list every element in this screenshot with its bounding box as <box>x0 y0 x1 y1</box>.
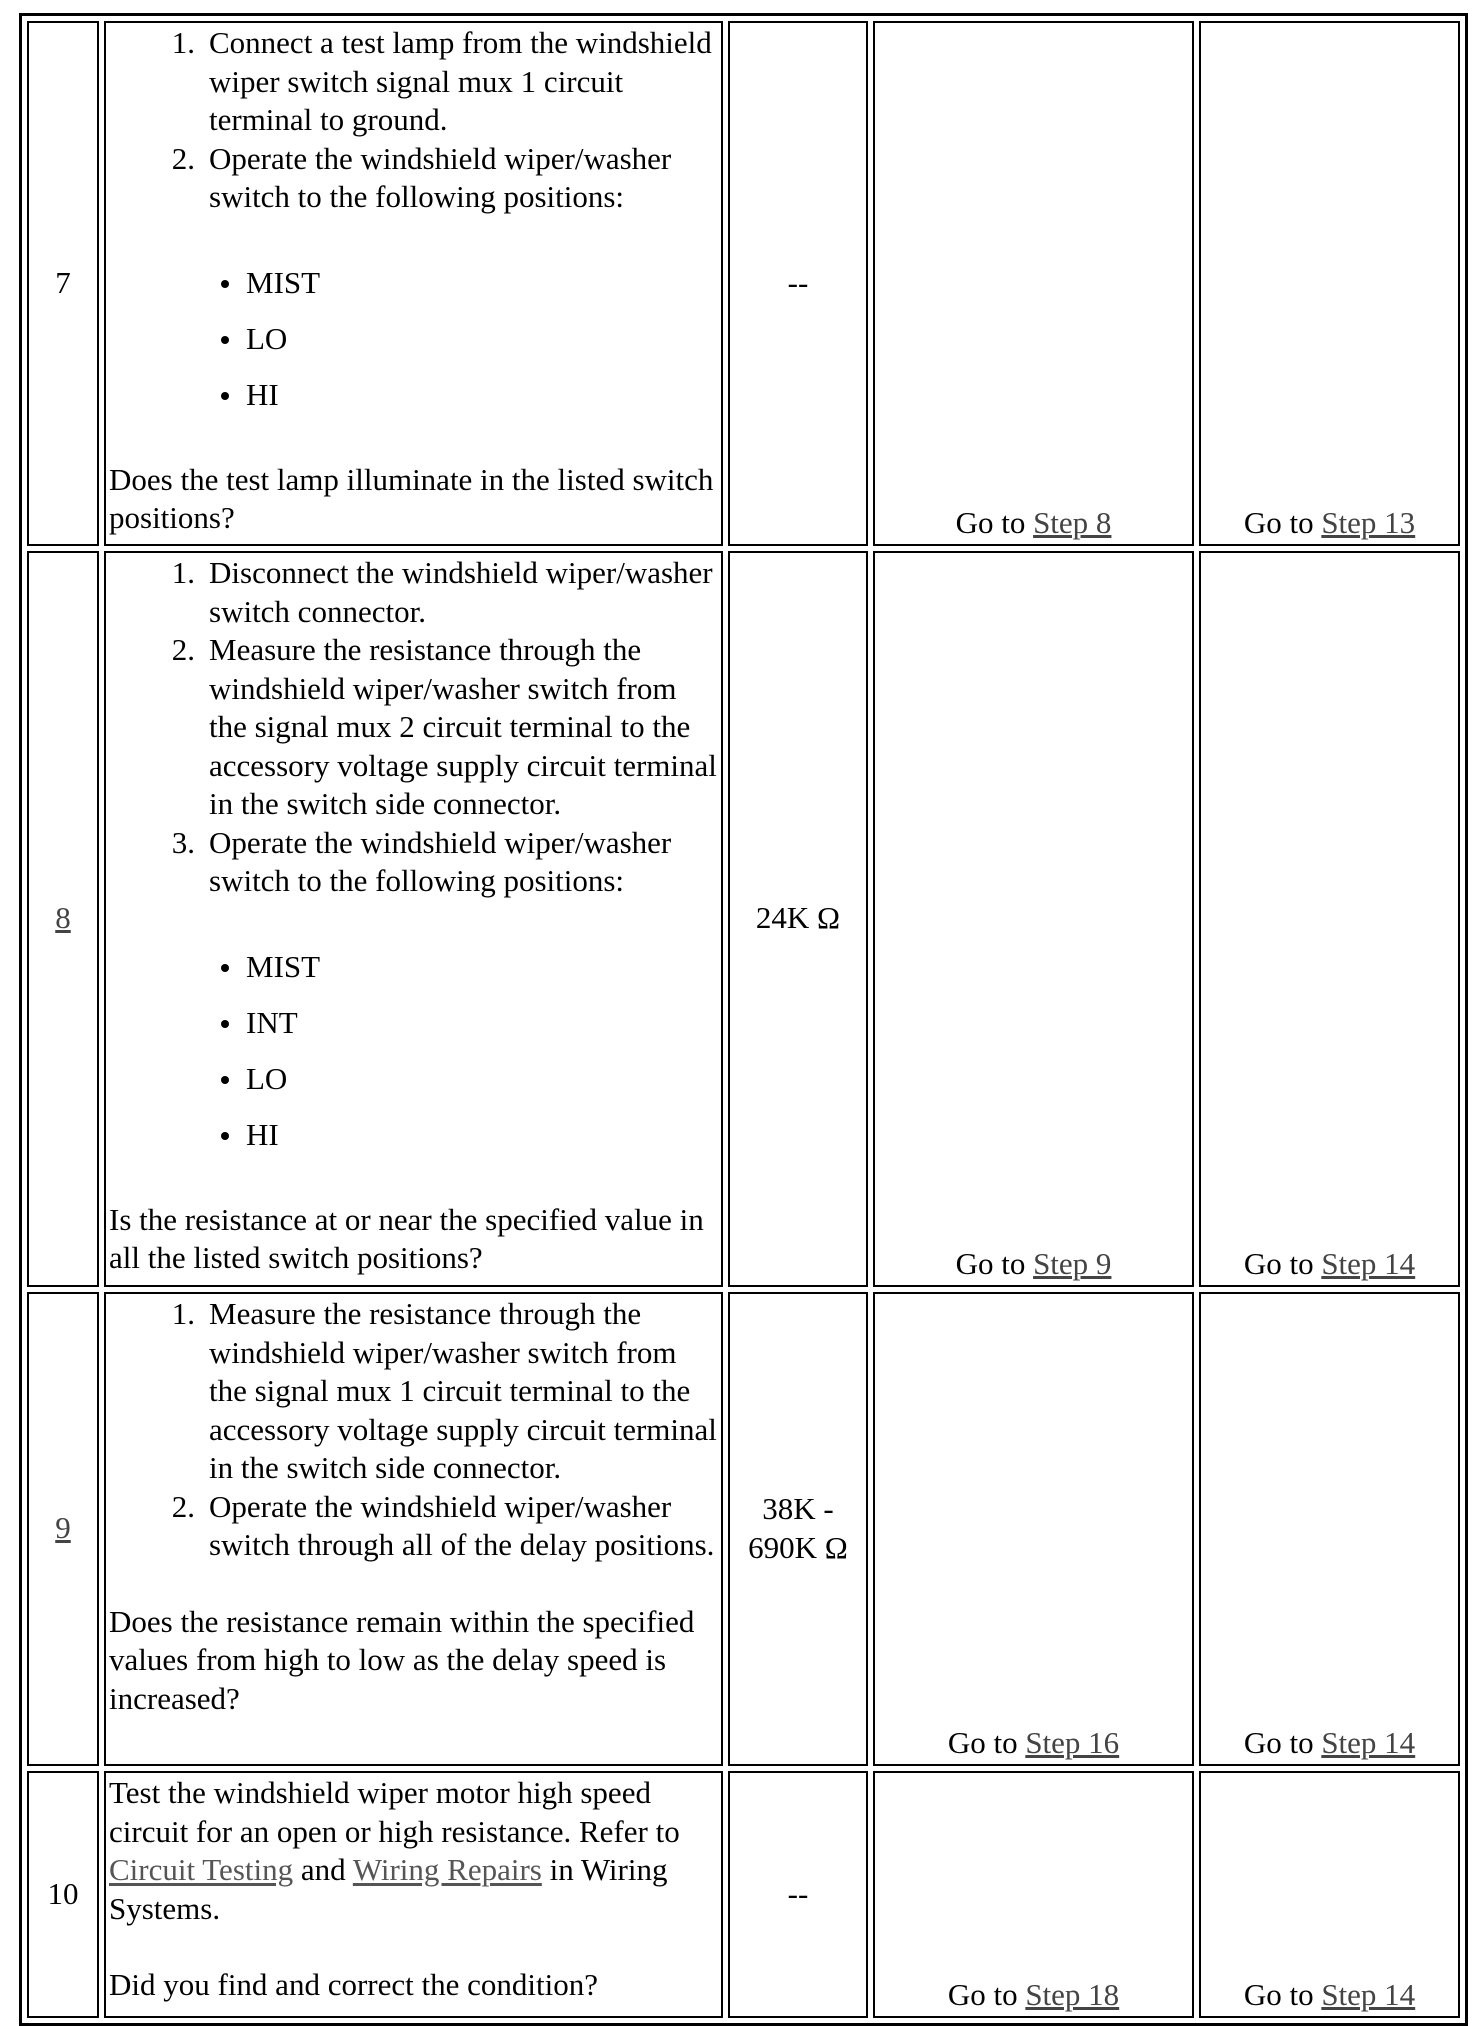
yes-step-link[interactable]: Step 18 <box>1025 1976 1120 2012</box>
switch-positions-list <box>109 255 718 423</box>
specified-value: -- <box>787 264 809 300</box>
yes-cell <box>873 21 1194 546</box>
value-cell <box>728 551 868 1287</box>
spacer <box>109 1928 718 1966</box>
step-number-cell <box>27 551 99 1287</box>
action-cell <box>104 551 723 1287</box>
table-row <box>27 551 1460 1287</box>
list-item: MIST <box>246 939 718 995</box>
yes-prefix: Go to <box>947 1724 1018 1760</box>
no-step-link[interactable]: Step 14 <box>1321 1976 1416 2012</box>
no-prefix: Go to <box>1243 504 1314 540</box>
diagnostic-step-table-container <box>19 13 1461 2012</box>
list-item: 1. Measure the resistance through the windshield wiper/washer switch from the signal mux 1 circuit terminal to the accessory voltage supply circuit terminal in the switch side connector. <box>171 1296 717 1485</box>
action-cell <box>104 21 723 546</box>
list-item: 1. Connect a test lamp from the windshield wiper switch signal mux 1 circuit terminal to ground. <box>171 25 712 137</box>
action-steps-list <box>109 1295 718 1565</box>
spacer <box>109 1565 718 1603</box>
step-number: 10 <box>47 1875 79 1911</box>
step-number-link[interactable]: 8 <box>55 900 71 936</box>
no-cell <box>1199 1771 1460 2018</box>
diagnostic-step-table <box>19 13 1468 2026</box>
action-steps-list <box>109 24 718 217</box>
no-step-link[interactable]: Step 13 <box>1321 504 1416 540</box>
yes-step-link[interactable]: Step 16 <box>1025 1724 1120 1760</box>
yes-step-link[interactable]: Step 9 <box>1033 1245 1112 1281</box>
table-row <box>27 21 1460 546</box>
yes-cell <box>873 1292 1194 1766</box>
value-cell <box>728 1292 868 1766</box>
no-cell <box>1199 551 1460 1287</box>
instruction-text: Test the windshield wiper motor high speed circuit for an open or high resistance. Refer to Circuit Testing and Wiring Repairs in Wiring Systems. <box>109 1775 680 1926</box>
action-steps-list <box>109 554 718 901</box>
yes-prefix: Go to <box>947 1976 1018 2012</box>
table-row <box>27 1771 1460 2018</box>
specified-value: 38K - 690K Ω <box>748 1491 848 1565</box>
step-number-cell <box>27 1292 99 1766</box>
step-number-cell <box>27 1771 99 2018</box>
list-item: 2. Operate the windshield wiper/washer switch to the following positions: <box>171 140 672 214</box>
yes-cell <box>873 1771 1194 2018</box>
list-item: INT <box>246 995 718 1051</box>
yes-cell <box>873 551 1194 1287</box>
no-step-link[interactable]: Step 14 <box>1321 1724 1416 1760</box>
no-prefix: Go to <box>1243 1724 1314 1760</box>
list-item: LO <box>246 311 718 367</box>
action-cell <box>104 1292 723 1766</box>
table-row <box>27 1292 1460 1766</box>
question-text: Did you find and correct the condition? <box>109 1967 598 2002</box>
circuit-testing-link[interactable]: Circuit Testing <box>109 1852 294 1887</box>
question-text: Is the resistance at or near the specified value in all the listed switch positions? <box>109 1201 704 1275</box>
value-cell <box>728 1771 868 2018</box>
list-item: MIST <box>246 255 718 311</box>
step-number: 7 <box>55 264 71 300</box>
question-text: Does the resistance remain within the specified values from high to low as the delay speed is increased? <box>109 1603 695 1716</box>
no-prefix: Go to <box>1243 1976 1314 2012</box>
list-item: 3. Operate the windshield wiper/washer switch to the following positions: <box>171 824 672 898</box>
no-cell <box>1199 1292 1460 1766</box>
list-item: HI <box>246 367 718 423</box>
value-cell <box>728 21 868 546</box>
list-item: LO <box>246 1051 718 1107</box>
no-step-link[interactable]: Step 14 <box>1321 1245 1416 1281</box>
step-number-cell <box>27 21 99 546</box>
list-item: 2. Operate the windshield wiper/washer switch through all of the delay positions. <box>171 1488 715 1562</box>
specified-value: -- <box>787 1875 809 1911</box>
list-item: 2. Measure the resistance through the windshield wiper/washer switch from the signal mux 2 circuit terminal to the accessory voltage supply circuit terminal in the switch side connector. <box>171 632 717 821</box>
yes-prefix: Go to <box>955 1245 1026 1281</box>
no-prefix: Go to <box>1243 1245 1314 1281</box>
list-item: 1. Disconnect the windshield wiper/washer switch connector. <box>171 555 713 629</box>
action-cell <box>104 1771 723 2018</box>
no-cell <box>1199 21 1460 546</box>
list-item: HI <box>246 1107 718 1163</box>
yes-prefix: Go to <box>955 504 1026 540</box>
switch-positions-list <box>109 939 718 1163</box>
step-number-link[interactable]: 9 <box>55 1510 71 1546</box>
wiring-repairs-link[interactable]: Wiring Repairs <box>352 1852 542 1887</box>
question-text: Does the test lamp illuminate in the listed switch positions? <box>109 461 714 535</box>
yes-step-link[interactable]: Step 8 <box>1033 504 1112 540</box>
specified-value: 24K Ω <box>755 900 841 936</box>
